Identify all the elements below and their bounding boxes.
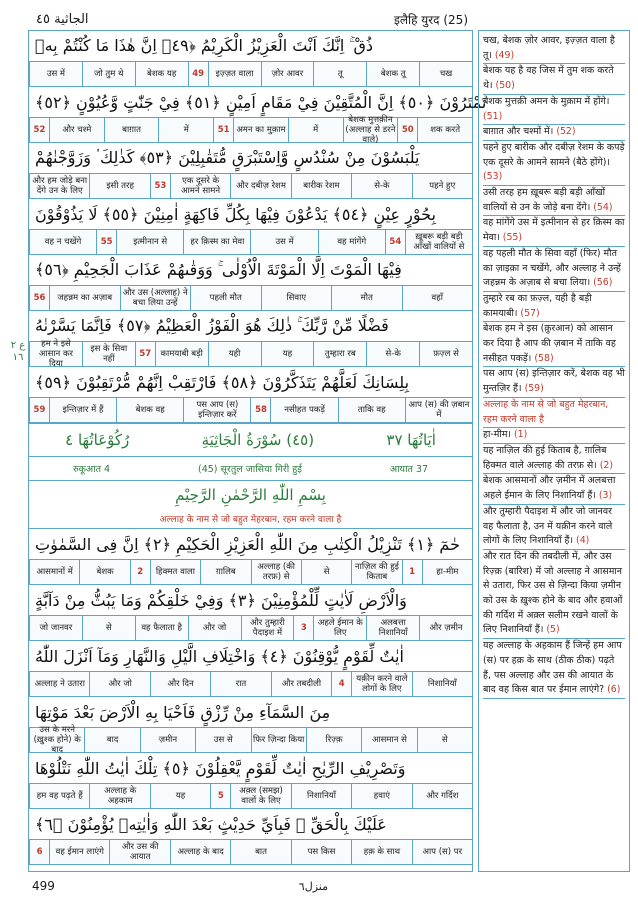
- word-meaning: यह: [150, 784, 210, 808]
- arabic-text: حٰمٓ ﴿١﴾ تَنْزِيْلُ الْكِتٰبِ مِنَ اللّٰهِ الْعَزِيْزِ الْحَكِيْمِ ﴿٢﴾ اِنَّ فِى السَّمٰوٰتِ: [35, 534, 460, 554]
- word-meaning: उस में: [29, 62, 82, 86]
- word-meaning: तू: [313, 62, 366, 86]
- word-meaning: अलबत्ता निशानियाँ: [366, 616, 419, 640]
- word-meaning: रिज़्क़: [306, 728, 361, 752]
- translation-text: और रात दिन की तबदीली में, और उस रिज़्क़ (बारिश) में जो अल्लाह ने आसमान से उतारा, फिर उस से ज़िन्दा किया ज़मीन को उस के ख़ुश्क होने के बाद और हवाओं की गर्दिश में अक़्ल सलीम रखने वालों के लिए निशानियाँ हैं।: [483, 550, 623, 636]
- surah-rukus-count-label: रुकूआत 4: [72, 464, 111, 475]
- arabic-text: اٰيٰتٌ لِّقَوْمٍ يُّوْقِنُوْنَ ﴿٤﴾ وَاخْتِلَافِ الَّيْلِ وَالنَّهَارِ وَمَآ اَنْزَلَ اللّٰهُ: [35, 646, 404, 666]
- translation-verse-number: (3): [598, 490, 613, 502]
- word-meaning: अल्लाह के बाद: [170, 840, 230, 864]
- arabic-verse-line: [29, 31, 472, 61]
- translation-text: तुम्हारे रब का फ़ज़्ल, यही है बड़ी कामयाबी।: [483, 292, 592, 319]
- word-meaning-row: [29, 61, 472, 87]
- translation-verse-number: (54): [593, 201, 613, 213]
- word-meaning-row: [29, 727, 472, 753]
- word-meaning: और चश्मे: [49, 118, 104, 142]
- arabic-verse-line: [29, 529, 472, 559]
- translation-verse: [483, 216, 625, 246]
- surah-name-label: (45) सूरतुल जासिया गिरी हुई: [197, 464, 302, 475]
- word-meaning: वह ईमान लाएंगे: [49, 840, 109, 864]
- verse-number: 59: [29, 398, 49, 422]
- word-meaning: फ़ज़्ल से: [419, 342, 472, 366]
- translation-verse: [483, 322, 625, 367]
- arabic-verse-line: [29, 87, 487, 117]
- manzil-label: منزل٦: [298, 879, 328, 893]
- word-meaning: उस में: [250, 230, 317, 254]
- word-meaning: में: [288, 118, 343, 142]
- word-meaning: जहन्नम का अज़ाब: [49, 286, 120, 310]
- word-meaning: अल्लाह (की तरफ़) से: [251, 560, 301, 584]
- page-header: [28, 8, 628, 30]
- arabic-text: مِنَ السَّمَآءِ مِنْ رِّزْقٍ فَاَحْيَا بِهِ الْاَرْضَ بَعْدَ مَوْتِهَا: [35, 702, 331, 722]
- verse-number: 1: [402, 560, 422, 584]
- arabic-verse-line: [29, 143, 472, 173]
- translation-verse-number: (57): [520, 307, 540, 319]
- word-meaning: हिक्मत वाला: [150, 560, 200, 584]
- translation-verse-number: (2): [599, 459, 613, 471]
- word-meaning: और हम जोड़े बना देंगे उन के लिए: [29, 174, 89, 198]
- word-meaning: से: [417, 728, 472, 752]
- word-meaning: इज़्ज़त वाला: [208, 62, 261, 86]
- word-meaning: ग़ालिब: [200, 560, 250, 584]
- translation-verse-number: (53): [483, 171, 503, 183]
- arabic-verse-line: [29, 585, 472, 615]
- word-meaning: जो जानवर: [29, 616, 82, 640]
- word-meaning: वहाँ: [402, 286, 473, 310]
- page-number: 499: [32, 879, 55, 893]
- word-meaning: और उस की आयात: [109, 840, 169, 864]
- word-meaning: और गर्दिश: [412, 784, 472, 808]
- word-meaning: अहले ईमान के लिए: [313, 616, 366, 640]
- word-meaning: जो तुम थे: [82, 62, 135, 86]
- translation-text: बेशक आसमानों और ज़मीन में अलबत्ता अहले ईमान के लिए निशानियाँ हैं।: [483, 475, 616, 502]
- word-meaning: बेशक वह: [116, 398, 183, 422]
- translation-verse-number: (1): [513, 429, 528, 441]
- word-meaning-row: [29, 341, 472, 367]
- word-meaning: यही: [208, 342, 261, 366]
- verse-number: 5: [210, 784, 230, 808]
- verse-number: 49: [188, 62, 208, 86]
- word-meaning: बात: [230, 840, 290, 864]
- arabic-word-by-word-column: [28, 30, 487, 872]
- translation-verse: [483, 186, 625, 216]
- arabic-text: عَلَيْكَ بِالْحَقِّ ۚ فَبِاَيِّ حَدِيْثٍ بَعْدَ اللّٰهِ وَاٰيٰتِهٖ يُؤْمِنُوْنَ ﴿٦﴾: [35, 814, 387, 834]
- word-meaning: निशानियाँ: [412, 672, 472, 696]
- arabic-text: تَمْتَرُوْنَ ﴿٥٠﴾ اِنَّ الْمُتَّقِيْنَ فِيْ مَقَامٍ اَمِيْنٍ ﴿٥١﴾ فِيْ جَنّٰتٍ وَّعُيُوْنٍ ﴿٥٢﴾: [35, 92, 487, 112]
- word-meaning: से: [82, 616, 135, 640]
- word-meaning: निशानियाँ: [291, 784, 351, 808]
- translation-verse: [483, 444, 625, 474]
- word-meaning: वह मांगेंगे: [318, 230, 385, 254]
- verse-number: 4: [331, 672, 351, 696]
- word-meaning: और दबीज़ रेशम: [230, 174, 290, 198]
- word-meaning: हा-मीम: [422, 560, 472, 584]
- word-meaning: अमन का मुक़ाम: [233, 118, 288, 142]
- arabic-verse-line: [29, 367, 472, 397]
- translation-verse-number: (6): [607, 684, 621, 696]
- arabic-text: فَضْلًا مِّنْ رَّبِّكَ ۚ ذٰلِكَ هُوَ الْفَوْزُ الْعَظِيْمُ ﴿٥٧﴾ فَاِنَّمَا يَسَّرْنٰهُ: [35, 316, 389, 335]
- translation-text: पहने हुए बारीक और दबीज़ रेशम के कपड़े एक दूसरे के आमने सामने (बैठे होंगे)।: [483, 141, 625, 168]
- word-meaning: ख़ूबरू बड़ी बड़ी आँखों वालियों से: [405, 230, 472, 254]
- translation-text: बेशक हम ने इस (क़ुरआन) को आसान कर दिया है आप की ज़बान में ताकि वह नसीहत पकड़ें।: [483, 323, 616, 364]
- arabic-verse-line: [29, 753, 472, 783]
- word-meaning: मौत: [331, 286, 402, 310]
- word-meaning: नाज़िल की हुई किताब: [351, 560, 401, 584]
- translation-text: हा-मीम।: [483, 429, 514, 441]
- word-meaning: से-के: [351, 174, 411, 198]
- word-meaning: सिवाए: [261, 286, 332, 310]
- word-meaning: वह फैलाता है: [135, 616, 188, 640]
- translation-text: यह अल्लाह के अहकाम हैं जिन्हें हम आप (स) पर हक़ के साथ (ठीक ठीक) पढ़ते हैं, पस अल्लाह और उस की आयात के बाद वह किस बात पर ईमान लाएंगे?: [483, 640, 622, 696]
- arabic-text: بِحُوْرٍ عِيْنٍ ﴿٥٤﴾ يَدْعُوْنَ فِيْهَا بِكُلِّ فَاكِهَةٍ اٰمِنِيْنَ ﴿٥٥﴾ لَا يَذُوْقُوْنَ: [35, 204, 436, 224]
- word-meaning-row: [29, 229, 472, 255]
- word-meaning: हवाएं: [351, 784, 411, 808]
- word-meaning: उस के मरने (ख़ुश्क होने) के बाद: [29, 728, 84, 752]
- word-meaning: अल्लाह ने उतारा: [29, 672, 89, 696]
- word-meaning: और तबदीली: [271, 672, 331, 696]
- word-meaning-row: [29, 285, 472, 311]
- header-juz-label: इलैहि युरद (25): [393, 12, 468, 27]
- word-meaning: बाग़ात: [104, 118, 159, 142]
- arabic-verse-line: [29, 199, 472, 229]
- translation-text: उसी तरह हम ख़ूबरू बड़ी बड़ी आँखों वालियों से उन के जोड़े बना देंगे।: [483, 187, 606, 213]
- word-meaning: में: [158, 118, 213, 142]
- word-meaning: और जो: [89, 672, 149, 696]
- translation-text: पस आप (स) इन्तिज़ार करें, बेशक वह भी मुन्तज़िर हैं।: [483, 368, 625, 395]
- word-meaning: यह: [261, 342, 314, 366]
- word-meaning: हक़ के साथ: [351, 840, 411, 864]
- verse-number: 54: [385, 230, 405, 254]
- translation-verse-number: (51): [483, 110, 503, 122]
- translation-verse-number: (50): [495, 80, 515, 92]
- word-meaning: पहली मौत: [190, 286, 261, 310]
- word-meaning: यक़ीन करने वाले लोगों के लिए: [351, 672, 411, 696]
- arabic-text: ذُقْ ۚ اِنَّكَ اَنْتَ الْعَزِيْزُ الْكَرِيْمُ ﴿٤٩﴾ اِنَّ هٰذَا مَا كُنْتُمْ بِهٖ: [35, 36, 373, 55]
- verse-number: 58: [250, 398, 270, 422]
- translation-verse: [483, 474, 625, 504]
- translation-verse: [483, 292, 625, 322]
- translation-verse: [483, 639, 625, 699]
- word-meaning-row: [29, 671, 472, 697]
- word-meaning: बेशक तू: [366, 62, 419, 86]
- word-meaning: इन्तिज़ार में हैं: [49, 398, 116, 422]
- word-meaning: आप (स) की ज़बान में: [405, 398, 472, 422]
- word-meaning: हम ने इसे आसान कर दिया: [29, 342, 82, 366]
- word-meaning: बारीक रेशम: [291, 174, 351, 198]
- word-meaning: वह न चखेंगे: [29, 230, 96, 254]
- verse-number: 56: [29, 286, 49, 310]
- word-meaning: अक़्ल (समझ) वालों के लिए: [230, 784, 290, 808]
- translation-verse-number: (59): [524, 383, 544, 395]
- word-meaning-row: [29, 615, 472, 641]
- translation-text: यह नाज़िल की हुई किताब है, ग़ालिब हिक्मत वाले अल्लाह की तरफ़ से।: [483, 444, 607, 471]
- translation-text: बेशक यह है वह जिस में तुम शक करते थे।: [483, 65, 614, 92]
- word-meaning: पहने हुए: [412, 174, 472, 198]
- translation-verse: [483, 367, 625, 397]
- word-meaning-row: [29, 783, 472, 809]
- arabic-verse-line: [29, 641, 472, 671]
- translation-text: अल्लाह के नाम से जो बहुत मेहरबान, रहम करने वाला है: [483, 398, 609, 425]
- verse-number: 53: [150, 174, 170, 198]
- arabic-text: بِلِسَانِكَ لَعَلَّهُمْ يَتَذَكَّرُوْنَ ﴿٥٨﴾ فَارْتَقِبْ اِنَّهُمْ مُّرْتَقِبُوْنَ ﴿٥٩﴾: [35, 372, 410, 392]
- ruku-marker: ع ٢ ١٦: [10, 340, 26, 363]
- word-meaning: बेशक यह: [135, 62, 188, 86]
- verse-number: 2: [130, 560, 150, 584]
- translation-verse-number: (5): [546, 624, 560, 636]
- translation-verse: [483, 505, 625, 550]
- word-meaning: और तुम्हारी पैदाइश में: [241, 616, 294, 640]
- word-meaning: ज़मीन: [140, 728, 195, 752]
- word-meaning-row: [29, 397, 472, 423]
- arabic-verse-line: [29, 809, 472, 839]
- word-meaning: और दिन: [150, 672, 210, 696]
- word-meaning: आसमान से: [361, 728, 416, 752]
- translation-verse-number: (4): [576, 535, 590, 547]
- word-meaning: फिर ज़िन्दा किया: [251, 728, 306, 752]
- surah-verse-count: اٰيَاتُهَا ٣٧: [386, 431, 436, 449]
- translation-column: [478, 30, 630, 872]
- translation-verse: [483, 398, 625, 428]
- arabic-verse-line: [29, 311, 472, 341]
- word-meaning: और जो: [188, 616, 241, 640]
- word-meaning: एक दूसरे के आमने सामने: [170, 174, 230, 198]
- translation-verse: [483, 428, 625, 444]
- word-meaning: बेशक: [79, 560, 129, 584]
- translation-verse-number: (52): [556, 126, 576, 138]
- word-meaning-row: [29, 559, 472, 585]
- translation-verse: [483, 247, 625, 292]
- header-surah-name: الجاثية ٤٥: [36, 11, 89, 27]
- word-meaning-row: [29, 173, 472, 199]
- word-meaning: और ज़मीन: [419, 616, 472, 640]
- word-meaning: से: [301, 560, 351, 584]
- word-meaning: पस आप (स) इन्तिज़ार करें: [183, 398, 250, 422]
- translation-text: वह पहली मौत के सिवा वहाँ (फिर) मौत का ज़ाइक़ा न चखेंगे, और अल्लाह ने उन्हें जहन्नम के अज़ाब से बचा लिया।: [483, 247, 621, 289]
- verse-number: 6: [29, 840, 49, 864]
- arabic-verse-line: [29, 697, 472, 727]
- verse-number: 57: [135, 342, 155, 366]
- word-meaning: ताकि वह: [338, 398, 405, 422]
- word-meaning: ज़ोर आवर: [261, 62, 314, 86]
- surah-rukus-count: رُكُوْعَاتُهَا ٤: [65, 431, 130, 449]
- surah-verse-count-label: आयात 37: [389, 464, 429, 475]
- translation-verse: [483, 550, 625, 639]
- word-meaning: नसीहत पकड़ें: [270, 398, 337, 422]
- translation-text: बाग़ात और चश्मों में।: [483, 126, 557, 138]
- word-meaning: कामयाबी बड़ी: [155, 342, 208, 366]
- word-meaning: उस से: [195, 728, 250, 752]
- translation-verse: [483, 34, 625, 64]
- surah-name-title: (٤٥) سُوْرَةُ الْجَاثِيَةِ: [201, 431, 315, 449]
- arabic-text: فِيْهَا الْمَوْتَ اِلَّا الْمَوْتَةَ الْاُوْلٰى ۚ وَوَقٰىهُمْ عَذَابَ الْجَحِيْمِ ﴿٥٦﴾: [35, 260, 402, 279]
- arabic-verse-line: [29, 255, 472, 285]
- verse-number: 51: [213, 118, 233, 142]
- translation-verse: [483, 95, 625, 125]
- translation-verse: [483, 141, 625, 186]
- translation-text: चख, बेशक ज़ोर आवर, इज़्ज़त वाला है तू।: [483, 35, 615, 61]
- arabic-text: يَلْبَسُوْنَ مِنْ سُنْدُسٍ وَّاِسْتَبْرَقٍ مُّتَقٰبِلِيْنَ ﴿٥٣﴾ كَذٰلِكَ ۟ وَزَوَّجْنٰهُمْ: [35, 148, 420, 167]
- bismillah: بِسْمِ اللّٰهِ الرَّحْمٰنِ الرَّحِيْمِ: [175, 486, 326, 504]
- translation-verse: [483, 64, 625, 94]
- word-meaning: हम वह पढ़ते हैं: [29, 784, 89, 808]
- word-meaning: आप (स) पर: [412, 840, 472, 864]
- word-meaning: पस किस: [291, 840, 351, 864]
- surah-info-band: [29, 457, 472, 481]
- translation-verse-number: (58): [534, 352, 554, 364]
- word-meaning: आसमानों में: [29, 560, 79, 584]
- word-meaning: इसी तरह: [89, 174, 149, 198]
- verse-number: 3: [293, 616, 313, 640]
- translation-verse-number: (56): [593, 277, 613, 289]
- word-meaning: शक करते: [417, 118, 472, 142]
- verse-number: 52: [29, 118, 49, 142]
- word-meaning: अल्लाह के अहकाम: [89, 784, 149, 808]
- arabic-text: وَالْاَرْضِ لَاٰيٰتٍ لِّلْمُؤْمِنِيْنَ ﴿٣﴾ وَفِيْ خَلْقِكُمْ وَمَا يَبُثُّ مِنْ دَآبَّةٍ: [35, 590, 407, 610]
- translation-text: वह मांगेंगे उस में इत्मीनान से हर क़िस्म का मेवा।: [483, 217, 625, 244]
- word-meaning: चख: [419, 62, 472, 86]
- word-meaning: और उस (अल्लाह) ने बचा लिया उन्हें: [120, 286, 191, 310]
- bismillah-translation: अल्लाह के नाम से जो बहुत मेहरबान, रहम करने वाला है: [29, 509, 472, 529]
- arabic-text: وَتَصْرِيْفِ الرِّيٰحِ اٰيٰتٌ لِّقَوْمٍ يَّعْقِلُوْنَ ﴿٥﴾ تِلْكَ اٰيٰتُ اللّٰهِ نَتْلُوْهَا: [35, 758, 406, 778]
- word-meaning: इत्मीनान से: [116, 230, 183, 254]
- page-footer: [28, 876, 628, 896]
- word-meaning: इस के सिवा नहीं: [82, 342, 135, 366]
- word-meaning-row: [29, 839, 472, 865]
- word-meaning: तुम्हारा रब: [313, 342, 366, 366]
- word-meaning: से-के: [366, 342, 419, 366]
- word-meaning: रात: [210, 672, 270, 696]
- translation-verse-number: (55): [502, 232, 523, 244]
- translation-text: और तुम्हारी पैदाइश में और जो जानवर वह फैलाता है, उन में यक़ीन करने वाले लोगों के लिए निशानियाँ हैं।: [483, 505, 613, 547]
- word-meaning: बाद: [84, 728, 139, 752]
- verse-number: 55: [96, 230, 116, 254]
- word-meaning-row: [29, 117, 472, 143]
- translation-verse-number: (49): [494, 49, 515, 61]
- word-meaning: बेशक मुत्तक़ीन (अल्लाह से डरने वाले): [343, 118, 398, 142]
- word-meaning: हर क़िस्म का मेवा: [183, 230, 250, 254]
- verse-number: 50: [397, 118, 417, 142]
- translation-verse: [483, 125, 625, 141]
- translation-text: बेशक मुत्तक़ी अमन के मुक़ाम में होंगे।: [483, 95, 610, 107]
- surah-title-band: [29, 423, 472, 457]
